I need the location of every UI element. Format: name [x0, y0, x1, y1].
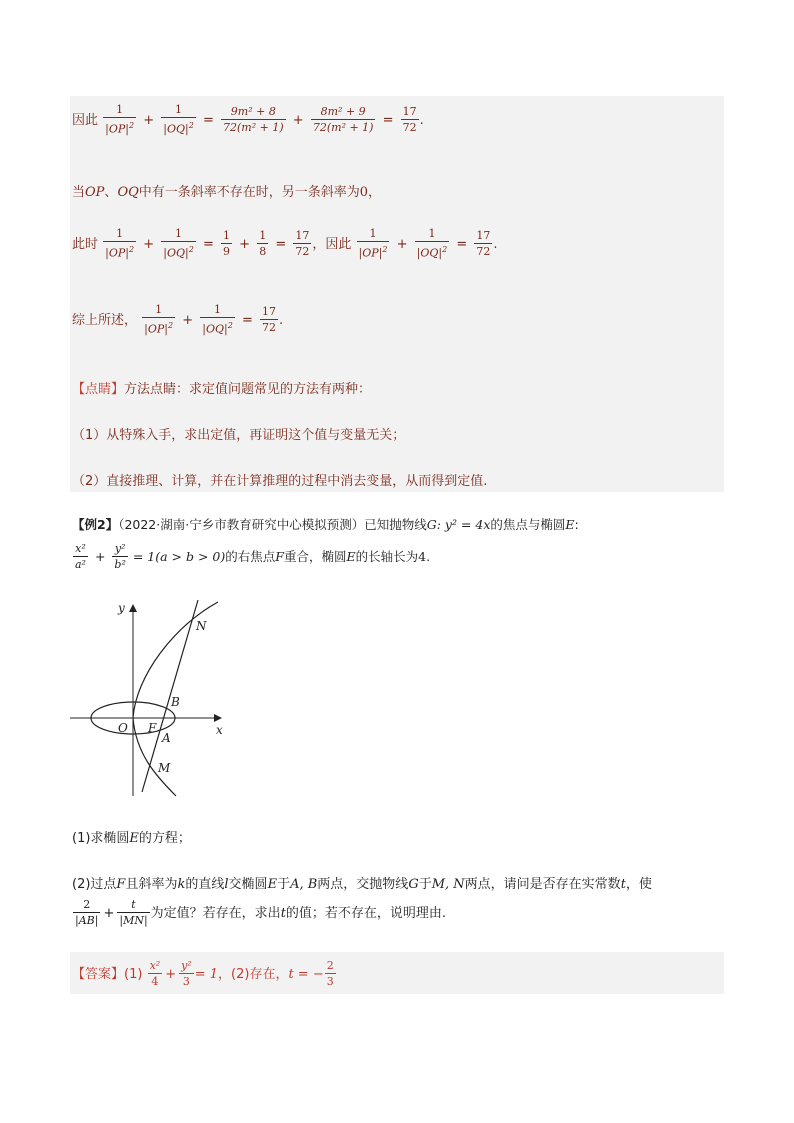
- t-eq: t = −: [288, 967, 324, 982]
- text: 、: [104, 185, 118, 200]
- fraction: [161, 103, 196, 138]
- text: 综上所述，: [72, 312, 138, 328]
- text: 两点，请问是否存在实常数: [464, 877, 621, 892]
- fraction: [401, 105, 419, 136]
- var: M, N: [431, 877, 465, 892]
- num: 8m² + 9: [320, 104, 366, 118]
- length: 4: [418, 549, 427, 564]
- text: 的长轴长为: [355, 549, 419, 564]
- fraction: [73, 898, 100, 929]
- var: E: [267, 877, 278, 892]
- var: t: [280, 906, 286, 921]
- num: x²: [149, 959, 161, 972]
- abs-oq: |OQ|: [416, 246, 443, 260]
- text: ，使: [625, 877, 652, 892]
- den: |AB|: [75, 914, 99, 927]
- label-o: O: [118, 721, 128, 735]
- den: 72(m² + 1): [312, 120, 374, 134]
- question-1: [72, 827, 191, 846]
- plus: +: [103, 906, 115, 921]
- num: 1: [116, 227, 124, 240]
- num: 1: [175, 227, 183, 240]
- den: 72(m² + 1): [223, 120, 284, 134]
- var: t: [620, 877, 626, 892]
- oq: OQ: [117, 185, 139, 200]
- fraction: [293, 229, 311, 260]
- example-line-1: [72, 515, 579, 533]
- text: 两点，交抛物线: [317, 877, 409, 892]
- num: 17: [295, 228, 310, 242]
- question-2-line-2: [72, 898, 446, 929]
- solution-line-1: 因此 $\frac{1}{|OP|^2}$ + $\frac{1}{|OQ|^2}$ = $\frac{\text{9m² + 8}}{\text{72(m² + 1)}}$ + $\frac{\text{8m² + 9}}{\text{72(m² + 1)}}$ = $\frac{17}{72}$ .: [72, 103, 424, 136]
- num: 17: [402, 104, 417, 118]
- text: 于: [277, 877, 291, 892]
- ellipse-name: E: [129, 831, 139, 846]
- eq: = 1: [194, 967, 219, 982]
- fraction: [148, 959, 163, 990]
- num: x²: [75, 542, 86, 555]
- tip-item-1: [72, 424, 405, 443]
- num: 9m² + 8: [230, 104, 276, 118]
- num: 17: [262, 304, 277, 318]
- label-m: M: [158, 761, 171, 775]
- abs-oq: |OQ|: [163, 246, 189, 260]
- den: 4: [148, 973, 163, 990]
- fraction: [112, 542, 127, 573]
- example-line-2: $\frac{\text{x²}}{\text{a²}}$ + $\frac{\text{y²}}{\text{b²}}$ = 1(a > b > 0)的右焦点F重合，椭圆E的长轴长为4.: [75, 542, 431, 571]
- num: 1: [175, 103, 183, 116]
- text: 因此: [72, 112, 99, 128]
- label-b: B: [171, 695, 180, 709]
- answer-label: 【答案】: [72, 967, 125, 982]
- text: 中有一条斜率不存在时，另一条斜率为: [138, 185, 360, 200]
- num: t: [131, 898, 136, 911]
- parabola-equation: G: y² = 4x: [426, 517, 491, 532]
- y-axis-arrow: [129, 604, 137, 612]
- text: 于: [418, 877, 432, 892]
- text: 重合，椭圆: [283, 549, 347, 564]
- den: 3: [326, 975, 334, 988]
- text: ，(2)存在，: [218, 967, 289, 982]
- text: 的右焦点: [225, 549, 276, 564]
- x-axis-arrow: [214, 714, 222, 722]
- text: 的直线: [185, 877, 225, 892]
- tip-label: 【点睛】: [72, 382, 125, 397]
- text: （2）直接推理、计算，并在计算推理的过程中消去变量，从而得到定值.: [72, 474, 488, 489]
- fraction: [161, 227, 196, 262]
- ellipse-name: E: [346, 549, 356, 564]
- den: $|OP|^2$: [103, 117, 136, 138]
- abs-op: |OP|: [144, 322, 168, 336]
- den: $|OP|^2$: [142, 317, 175, 338]
- text: 交椭圆: [228, 877, 268, 892]
- text: .: [426, 549, 431, 564]
- fraction: [200, 303, 235, 338]
- label-a: A: [162, 731, 171, 745]
- ellipse-name: E: [565, 517, 575, 532]
- label-n: N: [196, 619, 207, 633]
- den: 72: [402, 120, 417, 134]
- ellipse-condition: = 1(a > b > 0): [132, 549, 226, 564]
- abs-oq: |OQ|: [163, 122, 189, 136]
- text: 当: [72, 185, 86, 200]
- text: (2)过点: [72, 877, 117, 892]
- text: (1)求椭圆: [72, 831, 130, 846]
- var: G: [408, 877, 419, 892]
- var: F: [116, 877, 126, 892]
- tip-line: [72, 378, 371, 397]
- num: 2: [326, 959, 334, 972]
- fraction: [260, 305, 278, 336]
- text: （1）从特殊入手，求出定值，再证明这个值与变量无关；: [72, 428, 406, 443]
- fraction: [179, 959, 194, 990]
- num: 1: [259, 228, 267, 242]
- fraction: [103, 227, 136, 262]
- num: y²: [114, 542, 126, 555]
- num: 2: [83, 898, 91, 911]
- fraction: [103, 103, 136, 138]
- solution-line-3: 此时 $\frac{1}{|OP|^2}$ + $\frac{1}{|OQ|^2}$ = $\frac{1}{9}$ + $\frac{1}{8}$ = $\frac{17}{72}$ ，因此 $\frac{1}{|OP|^2}$ + $\frac{1}{|OQ|^2}$ = $\frac{17}{72}$ .: [72, 227, 498, 260]
- text: 的值；若不存在，说明理由.: [285, 906, 447, 921]
- num: 1: [223, 228, 231, 242]
- var: A, B: [290, 877, 318, 892]
- den: 72: [295, 244, 310, 258]
- op: OP: [85, 185, 105, 200]
- fraction: [142, 303, 175, 338]
- fraction: [117, 898, 149, 929]
- text: 此时: [72, 236, 99, 252]
- num: 1: [116, 103, 124, 116]
- label-x: x: [216, 723, 223, 737]
- den: $|OP|^2$: [357, 241, 390, 262]
- abs-op: |OP|: [105, 246, 129, 260]
- den: b²: [114, 558, 126, 571]
- solution-line-4: 综上所述， $\frac{1}{|OP|^2}$ + $\frac{1}{|OQ|^2}$ = $\frac{17}{72}$ .: [72, 303, 284, 336]
- focus-name: F: [275, 549, 284, 564]
- tip-item-2: [72, 470, 487, 489]
- text: （2022·湖南·宁乡市教育研究中心模拟预测）已知抛物线: [118, 517, 427, 532]
- fraction: [474, 229, 492, 260]
- num: 1: [369, 227, 377, 240]
- fraction: [221, 229, 232, 260]
- fraction: [325, 959, 336, 990]
- var: k: [177, 877, 186, 892]
- question-2-line-1: [72, 873, 652, 892]
- fraction: [357, 227, 390, 262]
- text: ，因此: [312, 236, 352, 252]
- den: $|OQ|^2$: [415, 241, 450, 262]
- den: 8: [259, 244, 267, 258]
- fraction: [73, 542, 88, 573]
- text: :: [574, 517, 579, 532]
- den: 72: [476, 244, 491, 258]
- abs-op: |OP|: [358, 246, 383, 260]
- geometry-figure: [64, 596, 240, 802]
- text: 为定值？若存在，求出: [150, 906, 281, 921]
- den: $|OP|^2$: [103, 241, 136, 262]
- fraction: [257, 229, 268, 260]
- tip-text: 方法点睛：求定值问题常见的方法有两种：: [124, 382, 372, 397]
- abs-op: |OP|: [105, 122, 129, 136]
- den: a²: [75, 558, 86, 571]
- text: 且斜率为: [125, 877, 178, 892]
- num: 17: [476, 228, 491, 242]
- fraction: [221, 105, 286, 136]
- answer-line: 【答案】(1) $\frac{\text{x²}}{4}$ + $\frac{\text{y²}}{3}$ = 1，(2)存在，t = − $\frac{2}{3}$: [72, 959, 334, 988]
- example-label: 【例2】: [72, 517, 119, 532]
- num: 1: [155, 303, 163, 316]
- den: $|OQ|^2$: [161, 241, 196, 262]
- den: 72: [262, 320, 277, 334]
- var: l: [224, 877, 229, 892]
- zero: 0: [359, 185, 369, 200]
- text: 的方程；: [138, 831, 191, 846]
- text: (1): [124, 967, 143, 982]
- den: 3: [179, 973, 194, 990]
- abs-oq: |OQ|: [202, 322, 228, 336]
- solution-line-2: 当OP、OQ中有一条斜率不存在时，另一条斜率为0，: [72, 185, 382, 200]
- den: $|OQ|^2$: [161, 117, 196, 138]
- fraction: [415, 227, 450, 262]
- den: $|OQ|^2$: [200, 317, 235, 338]
- den: 9: [223, 244, 231, 258]
- num: y²: [181, 959, 192, 972]
- text: 的焦点与椭圆: [490, 517, 566, 532]
- den: |MN|: [119, 914, 148, 927]
- label-y: y: [118, 601, 125, 615]
- num: 1: [428, 227, 436, 240]
- num: 1: [214, 303, 222, 316]
- fraction: [311, 105, 376, 136]
- label-f: F: [148, 721, 157, 735]
